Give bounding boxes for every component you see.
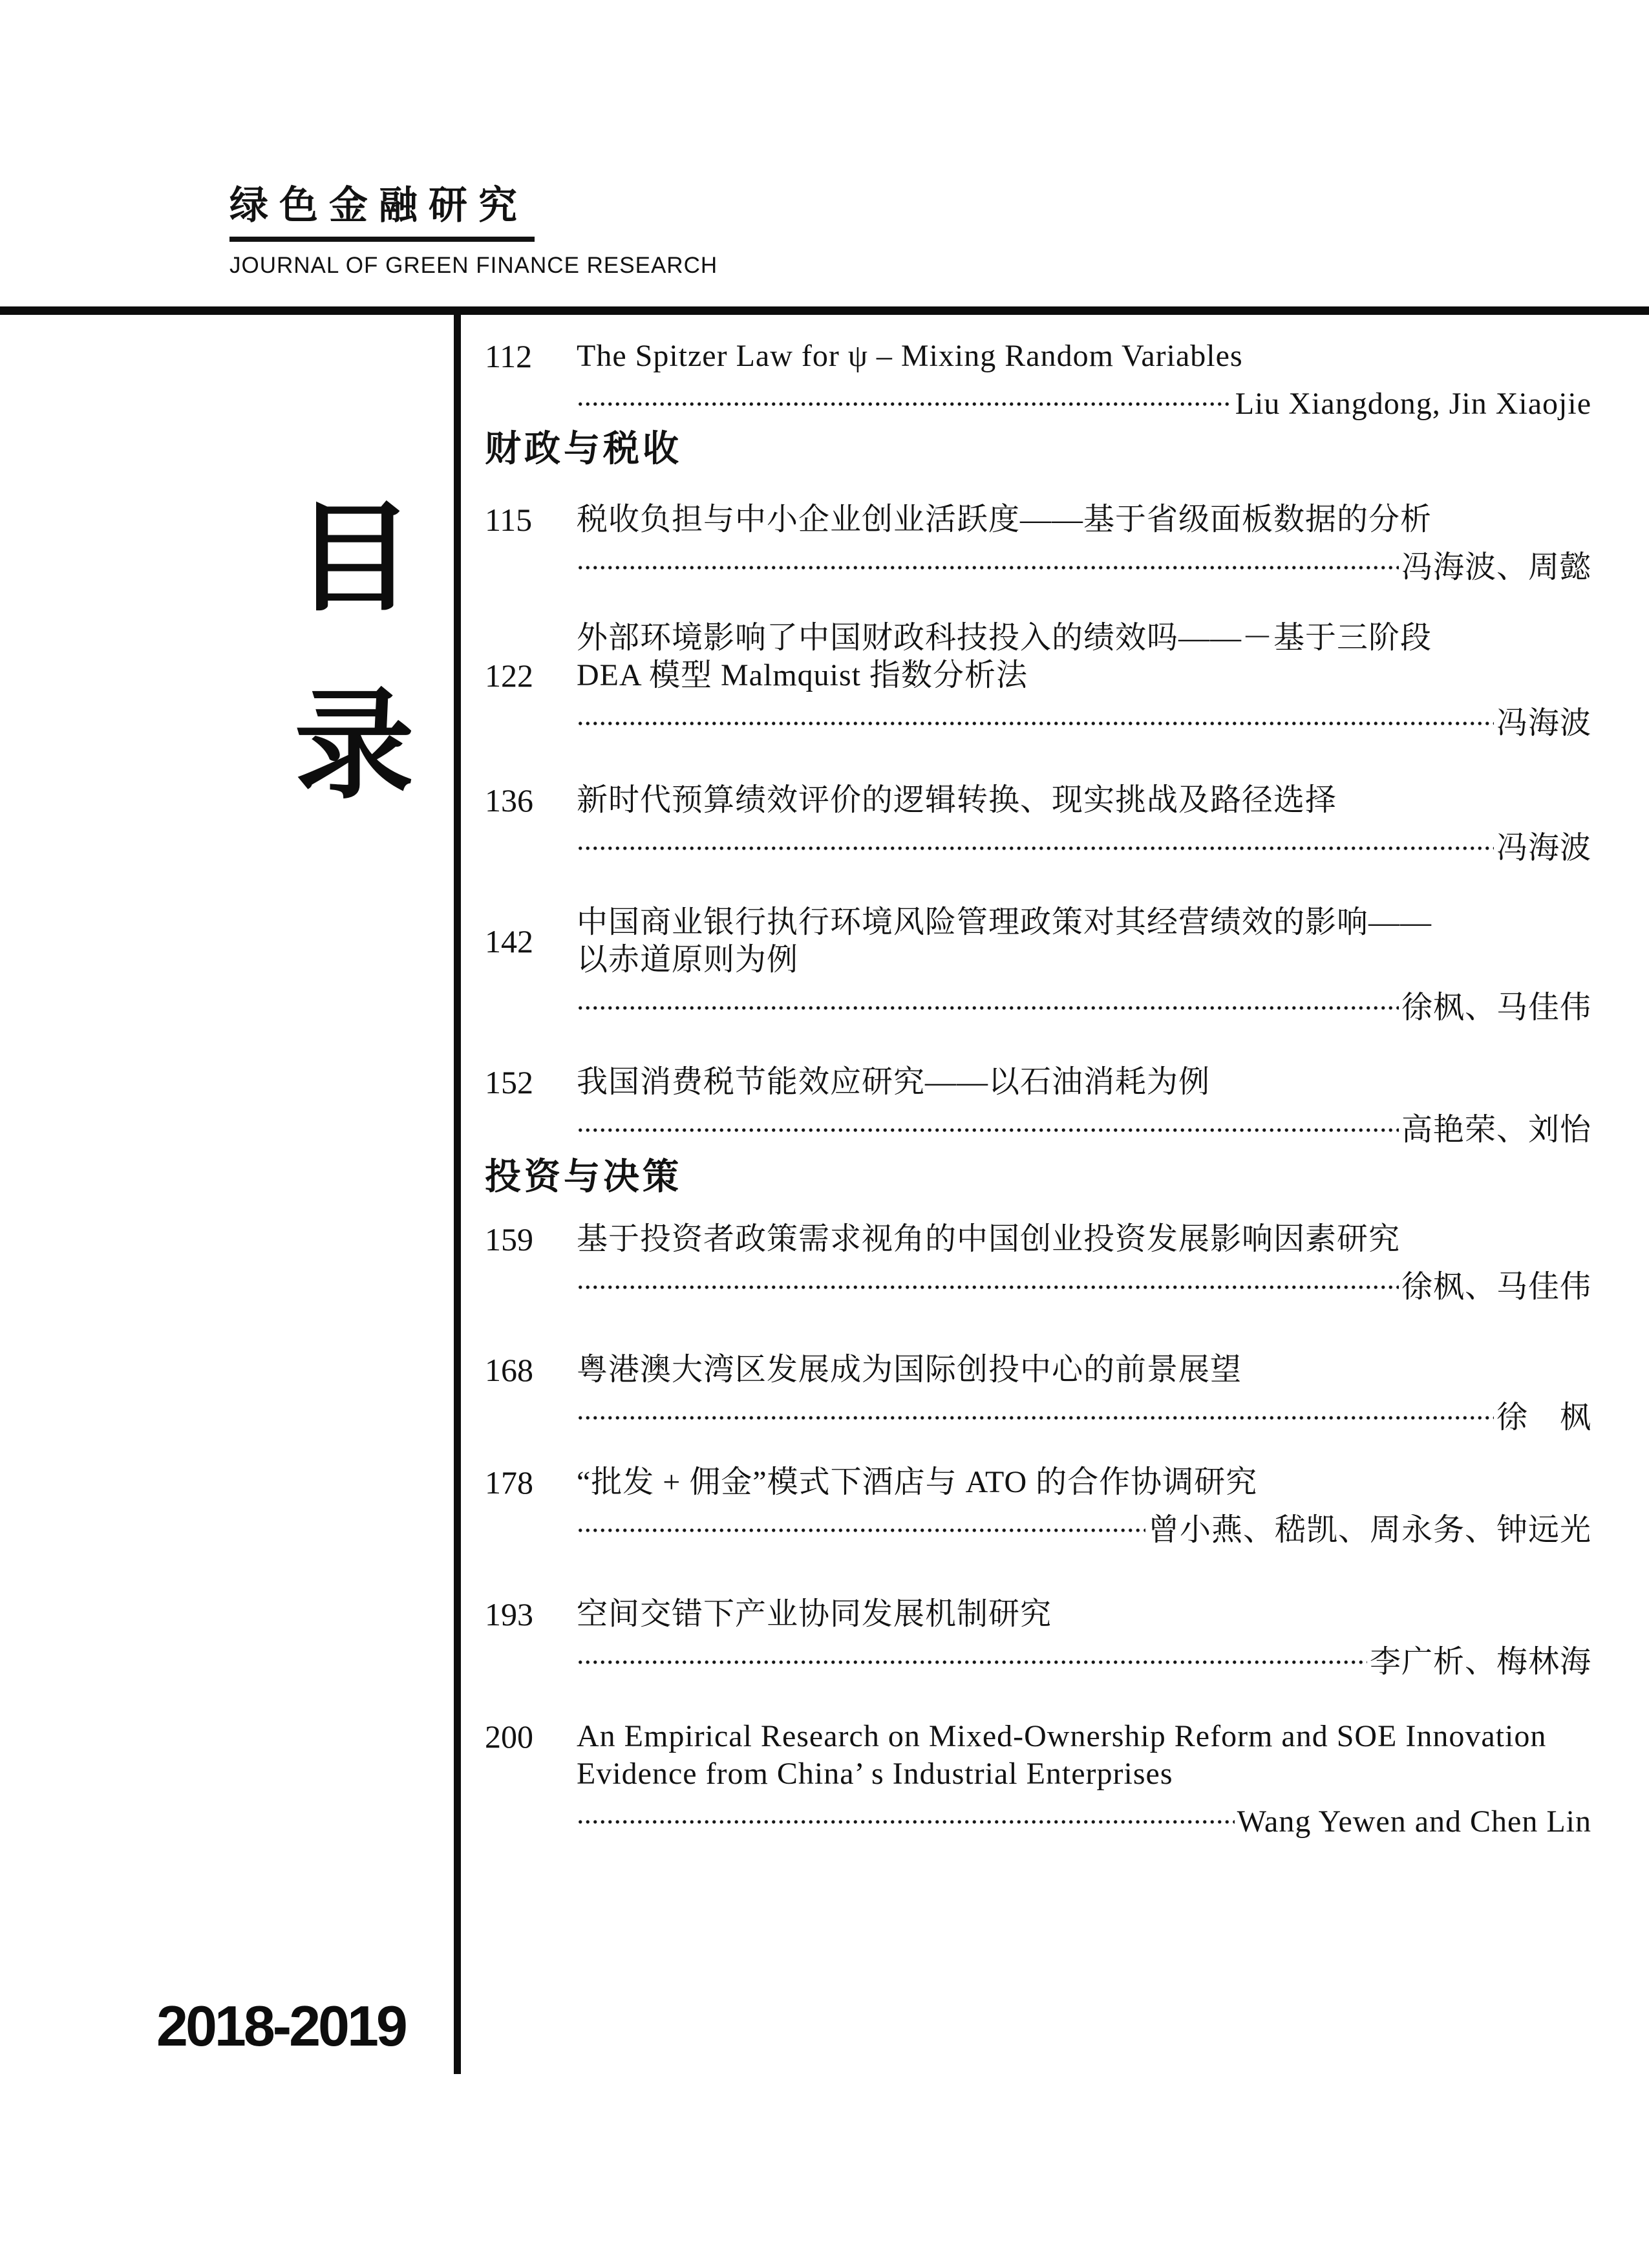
toc-entry-authors: 冯海波 (1496, 706, 1591, 740)
logo-underline (229, 237, 535, 242)
toc-entry (485, 904, 1591, 1027)
toc-entry-title: An Empirical Research on Mixed-Ownership Reform and SOE Innovation (577, 1719, 1547, 1753)
journal-title-cn: 绿色金融研究 (229, 184, 528, 227)
toc-entry (485, 1221, 1591, 1306)
dot-leader (577, 1643, 1367, 1681)
toc-entry-title: 我国消费税节能效应研究——以石油消耗为例 (577, 1065, 1211, 1099)
toc-entry-title-line2: 以赤道原则为例 (577, 943, 799, 977)
toc-entry-page-number: 178 (485, 1464, 533, 1501)
dot-leader (577, 1512, 1145, 1549)
toc-section-heading: 财政与税收 (485, 428, 682, 469)
toc-entry-authors: Wang Yewen and Chen Lin (1237, 1804, 1591, 1839)
dot-leader (577, 829, 1494, 867)
toc-entry-authors: Liu Xiangdong, Jin Xiaojie (1235, 387, 1591, 421)
toc-entry-authors: 曾小燕、嵇凯、周永务、钟远光 (1147, 1513, 1591, 1547)
dot-leader (577, 705, 1494, 742)
toc-entry-title-line2: Evidence from China’ s Industrial Enterprises (577, 1757, 1173, 1791)
toc-entry-title: “批发 + 佣金”模式下酒店与 ATO 的合作协调研究 (577, 1465, 1258, 1499)
toc-entry (485, 1064, 1591, 1149)
contents-title-char-bottom: 录 (294, 679, 414, 813)
contents-title-char-top: 目 (294, 492, 414, 625)
toc-entry (485, 501, 1591, 586)
dot-leader (577, 1268, 1399, 1306)
toc-entry-page-number: 193 (485, 1596, 533, 1632)
dot-leader (577, 549, 1399, 586)
toc-entry-title-line2: DEA 模型 Malmquist 指数分析法 (577, 658, 1028, 692)
table-of-contents (485, 323, 1591, 1841)
toc-entry-page-number: 168 (485, 1352, 533, 1388)
toc-entry-page-number: 152 (485, 1064, 533, 1100)
toc-entry (485, 1718, 1591, 1841)
toc-section-heading: 投资与决策 (485, 1156, 682, 1197)
toc-entry (485, 619, 1591, 742)
header-rule (0, 306, 1649, 315)
toc-entry-title: 空间交错下产业协同发展机制研究 (577, 1597, 1052, 1631)
toc-entry (485, 1351, 1591, 1437)
toc-entry-title: 新时代预算绩效评价的逻辑转换、现实挑战及路径选择 (577, 783, 1337, 817)
toc-entry (485, 337, 1591, 423)
toc-entry-page-number: 200 (485, 1718, 533, 1755)
toc-entry-authors: 冯海波、周懿 (1401, 550, 1591, 584)
toc-entry-page-number: 159 (485, 1221, 533, 1257)
toc-entry-page-number: 112 (485, 338, 533, 374)
dot-leader (577, 1111, 1399, 1149)
toc-entry-authors: 徐枫、马佳伟 (1401, 990, 1591, 1025)
column-divider (454, 315, 461, 2074)
toc-entry-title: 外部环境影响了中国财政科技投入的绩效吗——－基于三阶段 (577, 621, 1432, 655)
toc-entry-title: 粤港澳大湾区发展成为国际创投中心的前景展望 (577, 1353, 1242, 1387)
toc-entry-authors: 冯海波 (1496, 831, 1591, 865)
toc-entry-title: 税收负担与中小企业创业活跃度——基于省级面板数据的分析 (577, 502, 1432, 537)
toc-entry-authors: 李广析、梅林海 (1369, 1645, 1591, 1679)
journal-title-en: JOURNAL OF GREEN FINANCE RESEARCH (229, 253, 718, 278)
toc-entry-authors: 徐 枫 (1496, 1400, 1591, 1435)
toc-entry-page-number: 115 (485, 502, 533, 538)
dot-leader (577, 989, 1399, 1027)
volume-years: 2018-2019 (156, 1994, 405, 2058)
toc-entry-page-number: 136 (485, 782, 533, 818)
toc-entry-authors: 徐枫、马佳伟 (1401, 1270, 1591, 1304)
toc-entry-page-number: 142 (485, 923, 533, 959)
dot-leader (577, 1803, 1235, 1841)
toc-entry-title: The Spitzer Law for ψ – Mixing Random Variables (577, 339, 1243, 373)
toc-entry-title: 中国商业银行执行环境风险管理政策对其经营绩效的影响—— (577, 905, 1432, 939)
toc-entry-page-number: 122 (485, 658, 533, 694)
toc-entry-authors: 高艳荣、刘怡 (1401, 1113, 1591, 1147)
dot-leader (577, 1399, 1494, 1437)
dot-leader (577, 385, 1233, 423)
toc-entry-title: 基于投资者政策需求视角的中国创业投资发展影响因素研究 (577, 1222, 1401, 1256)
toc-entry (485, 1464, 1591, 1549)
journal-logo (229, 182, 718, 278)
toc-entry (485, 1596, 1591, 1681)
toc-entry (485, 782, 1591, 867)
